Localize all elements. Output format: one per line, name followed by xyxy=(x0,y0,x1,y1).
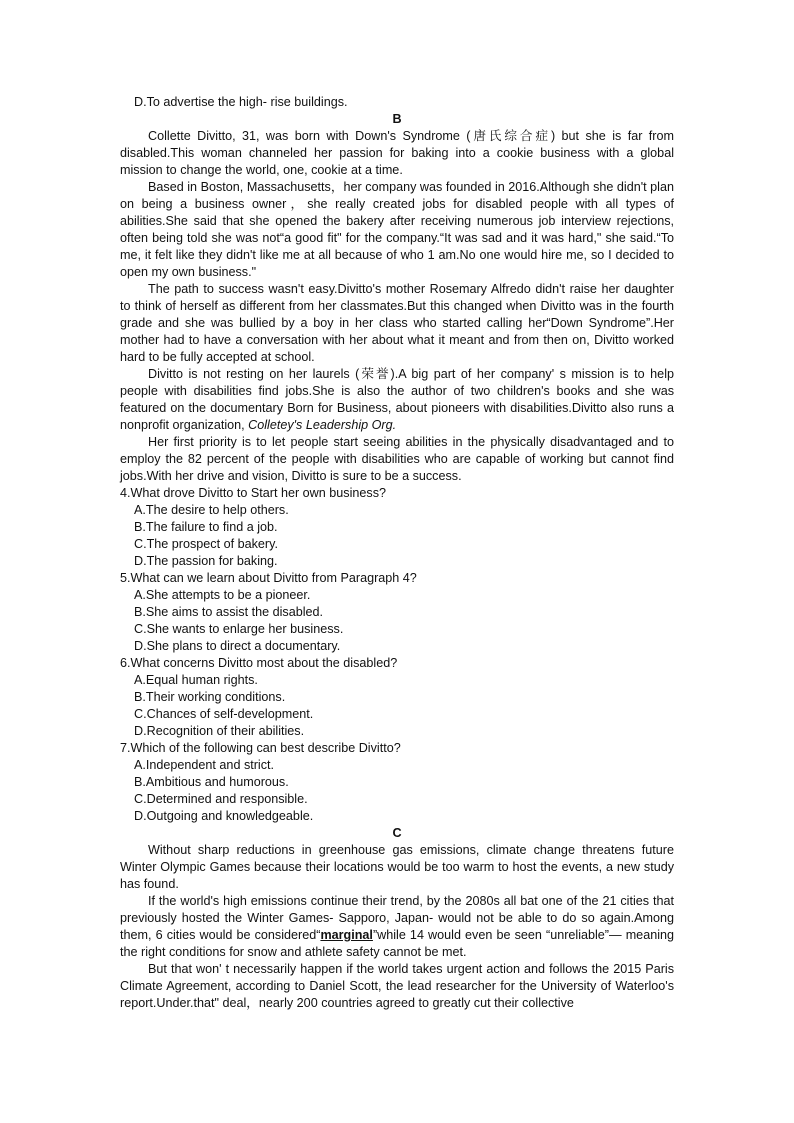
section-b-paragraph-1: Collette Divitto, 31, was born with Down's Syndrome (唐氏综合症) but she is far from disabled.This woman channeled her passion for baking into a cookie business with a global mission to change the world, one, cookie at a time. xyxy=(120,129,674,177)
question-7 xyxy=(120,740,674,825)
section-c-paragraph-2 xyxy=(120,893,674,961)
question-stem: 5.What can we learn about Divitto from Paragraph 4? xyxy=(120,571,417,585)
page-content xyxy=(120,94,674,1012)
option-d: D.The passion for baking. xyxy=(134,554,278,568)
option-a: A.Equal human rights. xyxy=(134,673,258,687)
section-b-paragraph-2: Based in Boston, Massachusetts，her company was founded in 2016.Although she didn't plan on being a business owner，she really created jobs for disabled people with all types of abilities.She said that she opened the bakery after receiving numerous job interview rejections, often being told she was not“a good fit" for the company.“It was sad and it was hard," she said.“To me, it felt like they didn't like me at all because of who 1 am.No one would hire me, so I decided to open my own business." xyxy=(120,180,674,279)
option-b: B.The failure to find a job. xyxy=(134,520,278,534)
question-6 xyxy=(120,655,674,740)
section-c-heading: C xyxy=(392,826,402,840)
question-5 xyxy=(120,570,674,655)
question-stem: 7.Which of the following can best describe Divitto? xyxy=(120,741,401,755)
section-b-paragraph-5: Her first priority is to let people start seeing abilities in the physically disadvantaged and to employ the 82 percent of the people with disabilities who are capable of working but cannot find jobs.With her drive and vision, Divitto is sure to be a success. xyxy=(120,435,674,483)
organization-name: Colletey's Leadership Org. xyxy=(248,418,397,432)
option-c: C.She wants to enlarge her business. xyxy=(134,622,344,636)
question-stem: 4.What drove Divitto to Start her own business? xyxy=(120,486,386,500)
question-stem: 6.What concerns Divitto most about the disabled? xyxy=(120,656,398,670)
option-b: B.Ambitious and humorous. xyxy=(134,775,289,789)
option-a: A.The desire to help others. xyxy=(134,503,289,517)
option-d: D.She plans to direct a documentary. xyxy=(134,639,341,653)
section-c-paragraph-3: But that won' t necessarily happen if the world takes urgent action and follows the 2015 Paris Climate Agreement, according to Daniel Scott, the lead researcher for the University of Waterloo's report.Under.that" deal，nearly 200 countries agreed to greatly cut their collective xyxy=(120,962,674,1010)
section-b-paragraph-4 xyxy=(120,366,674,434)
question-4 xyxy=(120,485,674,570)
option-c: C.The prospect of bakery. xyxy=(134,537,278,551)
option-c: C.Chances of self-development. xyxy=(134,707,314,721)
paragraph-2-text-before: If the world's high emissions continue their trend, by the 2080s all bat one of the 21 cities that previously hosted the Winter Games- Sapporo, Japan- would not be able to do so again.Among them, 6 cities would be considered“ xyxy=(120,894,674,942)
option-c: C.Determined and responsible. xyxy=(134,792,308,806)
option-a: A.She attempts to be a pioneer. xyxy=(134,588,311,602)
paragraph-4-text: Divitto is not resting on her laurels (荣誉).A big part of her company' s mission is to help people with disabilities find jobs.She is also the author of two children's books and she was featured on the documentary Born for Business, about pioneers with disabilities.Divitto also runs a nonprofit organization, xyxy=(120,367,674,432)
section-c-paragraph-1: Without sharp reductions in greenhouse gas emissions, climate change threatens future Winter Olympic Games because their locations would be too warm to host the events, a new study has found. xyxy=(120,843,674,891)
previous-question-option-d: D.To advertise the high- rise buildings. xyxy=(134,95,348,109)
underlined-word: marginal xyxy=(320,928,373,942)
option-d: D.Recognition of their abilities. xyxy=(134,724,305,738)
section-b-heading: B xyxy=(392,112,402,126)
option-d: D.Outgoing and knowledgeable. xyxy=(134,809,314,823)
option-a: A.Independent and strict. xyxy=(134,758,275,772)
section-b-paragraph-3: The path to success wasn't easy.Divitto's mother Rosemary Alfredo didn't raise her daughter to think of herself as different from her classmates.But this changed when Divitto was in the fourth grade and she was bullied by a boy in her class who started calling her“Down Syndrome”.Her mother had to have a conversation with her about what it meant and from then on, Divitto worked hard to be fully accepted at school. xyxy=(120,282,674,364)
option-b: B.Their working conditions. xyxy=(134,690,286,704)
paragraph-2-text-after: ”while 14 would even be seen “unreliable”— meaning the right conditions for snow and athlete safety cannot be met. xyxy=(120,928,675,959)
option-b: B.She aims to assist the disabled. xyxy=(134,605,324,619)
